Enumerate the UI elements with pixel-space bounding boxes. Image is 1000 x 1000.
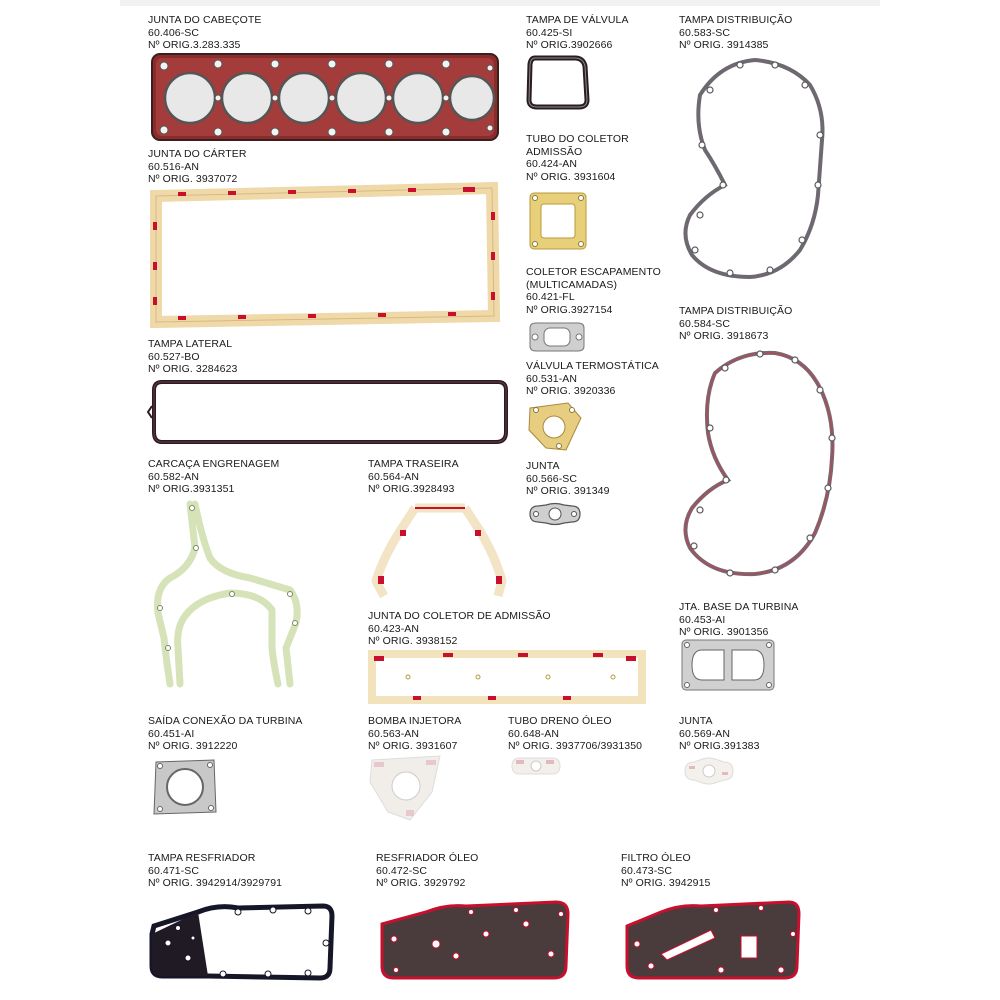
label-engrenagem bbox=[148, 458, 279, 496]
rear-cover-gasket-image bbox=[370, 496, 510, 602]
part-code: 60.472-SC bbox=[376, 864, 428, 877]
part-code: 60.563-AN bbox=[368, 727, 420, 740]
part-orig: Nº ORIG. 3918673 bbox=[679, 330, 769, 342]
valve-cover-gasket-image bbox=[525, 52, 591, 112]
part-title: JUNTA bbox=[526, 460, 560, 472]
part-title: TAMPA RESFRIADOR bbox=[148, 852, 256, 864]
part-code: 60.531-AN bbox=[526, 372, 578, 385]
part-title: JUNTA DO COLETOR DE ADMISSÃO bbox=[368, 610, 551, 622]
part-code: 60.569-AN bbox=[679, 727, 731, 740]
label-escapamento bbox=[526, 266, 661, 316]
part-title: JUNTA bbox=[679, 715, 713, 727]
part-code: 60.424-AN bbox=[526, 158, 578, 170]
label-distrib1 bbox=[679, 14, 792, 52]
part-title: TAMPA TRASEIRA bbox=[368, 458, 459, 470]
part-code: 60.582-AN bbox=[148, 470, 200, 483]
part-orig: Nº ORIG. 3931607 bbox=[368, 740, 458, 752]
part-orig: Nº ORIG. 3912220 bbox=[148, 740, 238, 752]
label-dreno bbox=[508, 715, 642, 753]
part-code: 60.516-AN bbox=[148, 160, 200, 173]
head-gasket-image bbox=[150, 52, 500, 142]
part-title-2: ADMISSÃO bbox=[526, 145, 583, 158]
timing-cover-gasket-2-image bbox=[680, 348, 840, 580]
oil-filter-gasket-image bbox=[621, 894, 805, 984]
part-orig: Nº ORIG. 3937706/3931350 bbox=[508, 740, 643, 752]
injection-pump-gasket-image bbox=[366, 752, 448, 824]
part-orig: Nº ORIG. 3937072 bbox=[148, 173, 238, 185]
part-orig: Nº ORIG. 3914385 bbox=[679, 39, 769, 51]
junta-566-gasket-image bbox=[524, 500, 586, 528]
part-code: 60.527-BO bbox=[148, 350, 200, 363]
part-orig: Nº ORIG.3927154 bbox=[526, 303, 613, 316]
oil-cooler-cover-gasket-image bbox=[148, 898, 338, 983]
part-code: 60.564-AN bbox=[368, 470, 420, 483]
junta-569-gasket-image bbox=[680, 754, 738, 788]
top-strip bbox=[120, 0, 880, 6]
part-title: JTA. BASE DA TURBINA bbox=[679, 601, 799, 613]
thermostat-gasket-image bbox=[526, 400, 584, 452]
part-orig: Nº ORIG. 3901356 bbox=[679, 626, 769, 638]
part-orig: Nº ORIG. 3920336 bbox=[526, 385, 616, 397]
intake-tube-gasket-image bbox=[527, 190, 589, 252]
part-orig: Nº ORIG. 3942915 bbox=[621, 877, 711, 889]
part-orig: Nº ORIG. 3942914/3929791 bbox=[148, 877, 283, 889]
part-orig: Nº ORIG.3931351 bbox=[148, 483, 235, 495]
part-title: TAMPA DISTRIBUIÇÃO bbox=[679, 305, 793, 317]
part-title: COLETOR ESCAPAMENTO bbox=[526, 266, 661, 278]
part-title: BOMBA INJETORA bbox=[368, 715, 462, 727]
part-title: SAÍDA CONEXÃO DA TURBINA bbox=[148, 715, 303, 727]
part-code: 60.566-SC bbox=[526, 472, 578, 485]
part-title: VÁLVULA TERMOSTÁTICA bbox=[526, 360, 659, 372]
part-orig: Nº ORIG.391383 bbox=[679, 740, 760, 752]
part-orig: Nº ORIG.3928493 bbox=[368, 483, 455, 495]
part-orig: Nº ORIG. 3284623 bbox=[148, 363, 238, 375]
part-title: TAMPA LATERAL bbox=[148, 338, 233, 350]
label-saida-turbina bbox=[148, 715, 303, 753]
side-cover-gasket-image bbox=[148, 376, 512, 448]
part-code: 60.406-SC bbox=[148, 26, 200, 39]
part-title: FILTRO ÓLEO bbox=[621, 852, 691, 864]
label-distrib2 bbox=[679, 305, 792, 343]
oil-drain-gasket-image bbox=[506, 752, 566, 780]
part-title-2: (MULTICAMADAS) bbox=[526, 278, 618, 291]
label-tubo-admissao bbox=[526, 133, 629, 183]
part-title: CARCAÇA ENGRENAGEM bbox=[148, 458, 280, 470]
part-orig: Nº ORIG. 3931604 bbox=[526, 170, 616, 183]
part-code: 60.451-AI bbox=[148, 727, 195, 740]
label-traseira bbox=[368, 458, 459, 496]
label-carter bbox=[148, 148, 247, 186]
intake-manifold-gasket-image bbox=[368, 648, 646, 706]
label-injetora bbox=[368, 715, 461, 753]
label-coletor-admissao bbox=[368, 610, 551, 648]
part-title: TUBO DO COLETOR bbox=[526, 133, 629, 145]
part-title: JUNTA DO CABEÇOTE bbox=[148, 14, 262, 26]
part-code: 60.584-SC bbox=[679, 317, 731, 330]
part-title: RESFRIADOR ÓLEO bbox=[376, 852, 479, 864]
part-orig: Nº ORIG. 3929792 bbox=[376, 877, 466, 889]
label-lateral bbox=[148, 338, 237, 376]
part-title: JUNTA DO CÁRTER bbox=[148, 148, 247, 160]
label-termostatica bbox=[526, 360, 659, 398]
part-code: 60.648-AN bbox=[508, 727, 560, 740]
part-code: 60.421-FL bbox=[526, 291, 575, 303]
turbo-base-gasket-image bbox=[680, 638, 776, 692]
label-turbina-base bbox=[679, 601, 798, 639]
label-resfriador-oleo bbox=[376, 852, 478, 890]
timing-cover-gasket-1-image bbox=[680, 55, 830, 285]
part-title: TAMPA DISTRIBUIÇÃO bbox=[679, 14, 793, 26]
part-orig: Nº ORIG.3902666 bbox=[526, 39, 613, 51]
part-code: 60.583-SC bbox=[679, 26, 731, 39]
oil-pan-gasket-image bbox=[148, 182, 500, 326]
label-valvula bbox=[526, 14, 629, 52]
label-junta566 bbox=[526, 460, 610, 498]
turbo-outlet-gasket-image bbox=[150, 756, 220, 818]
exhaust-manifold-gasket-image bbox=[526, 320, 588, 354]
part-code: 60.425-SI bbox=[526, 26, 573, 39]
label-cabecote bbox=[148, 14, 262, 52]
part-code: 60.471-SC bbox=[148, 864, 200, 877]
part-title: TUBO DRENO ÓLEO bbox=[508, 715, 612, 727]
label-junta569 bbox=[679, 715, 760, 753]
part-orig: Nº ORIG. 3938152 bbox=[368, 635, 458, 647]
part-code: 60.453-AI bbox=[679, 613, 726, 626]
part-orig: Nº ORIG. 391349 bbox=[526, 485, 610, 497]
part-orig: Nº ORIG.3.283.335 bbox=[148, 39, 241, 51]
part-code: 60.423-AN bbox=[368, 622, 420, 635]
label-resfriador-tampa bbox=[148, 852, 282, 890]
part-code: 60.473-SC bbox=[621, 864, 673, 877]
label-filtro bbox=[621, 852, 710, 890]
gear-housing-gasket-image bbox=[150, 498, 305, 693]
oil-cooler-gasket-image bbox=[376, 894, 574, 984]
part-title: TAMPA DE VÁLVULA bbox=[526, 14, 629, 26]
